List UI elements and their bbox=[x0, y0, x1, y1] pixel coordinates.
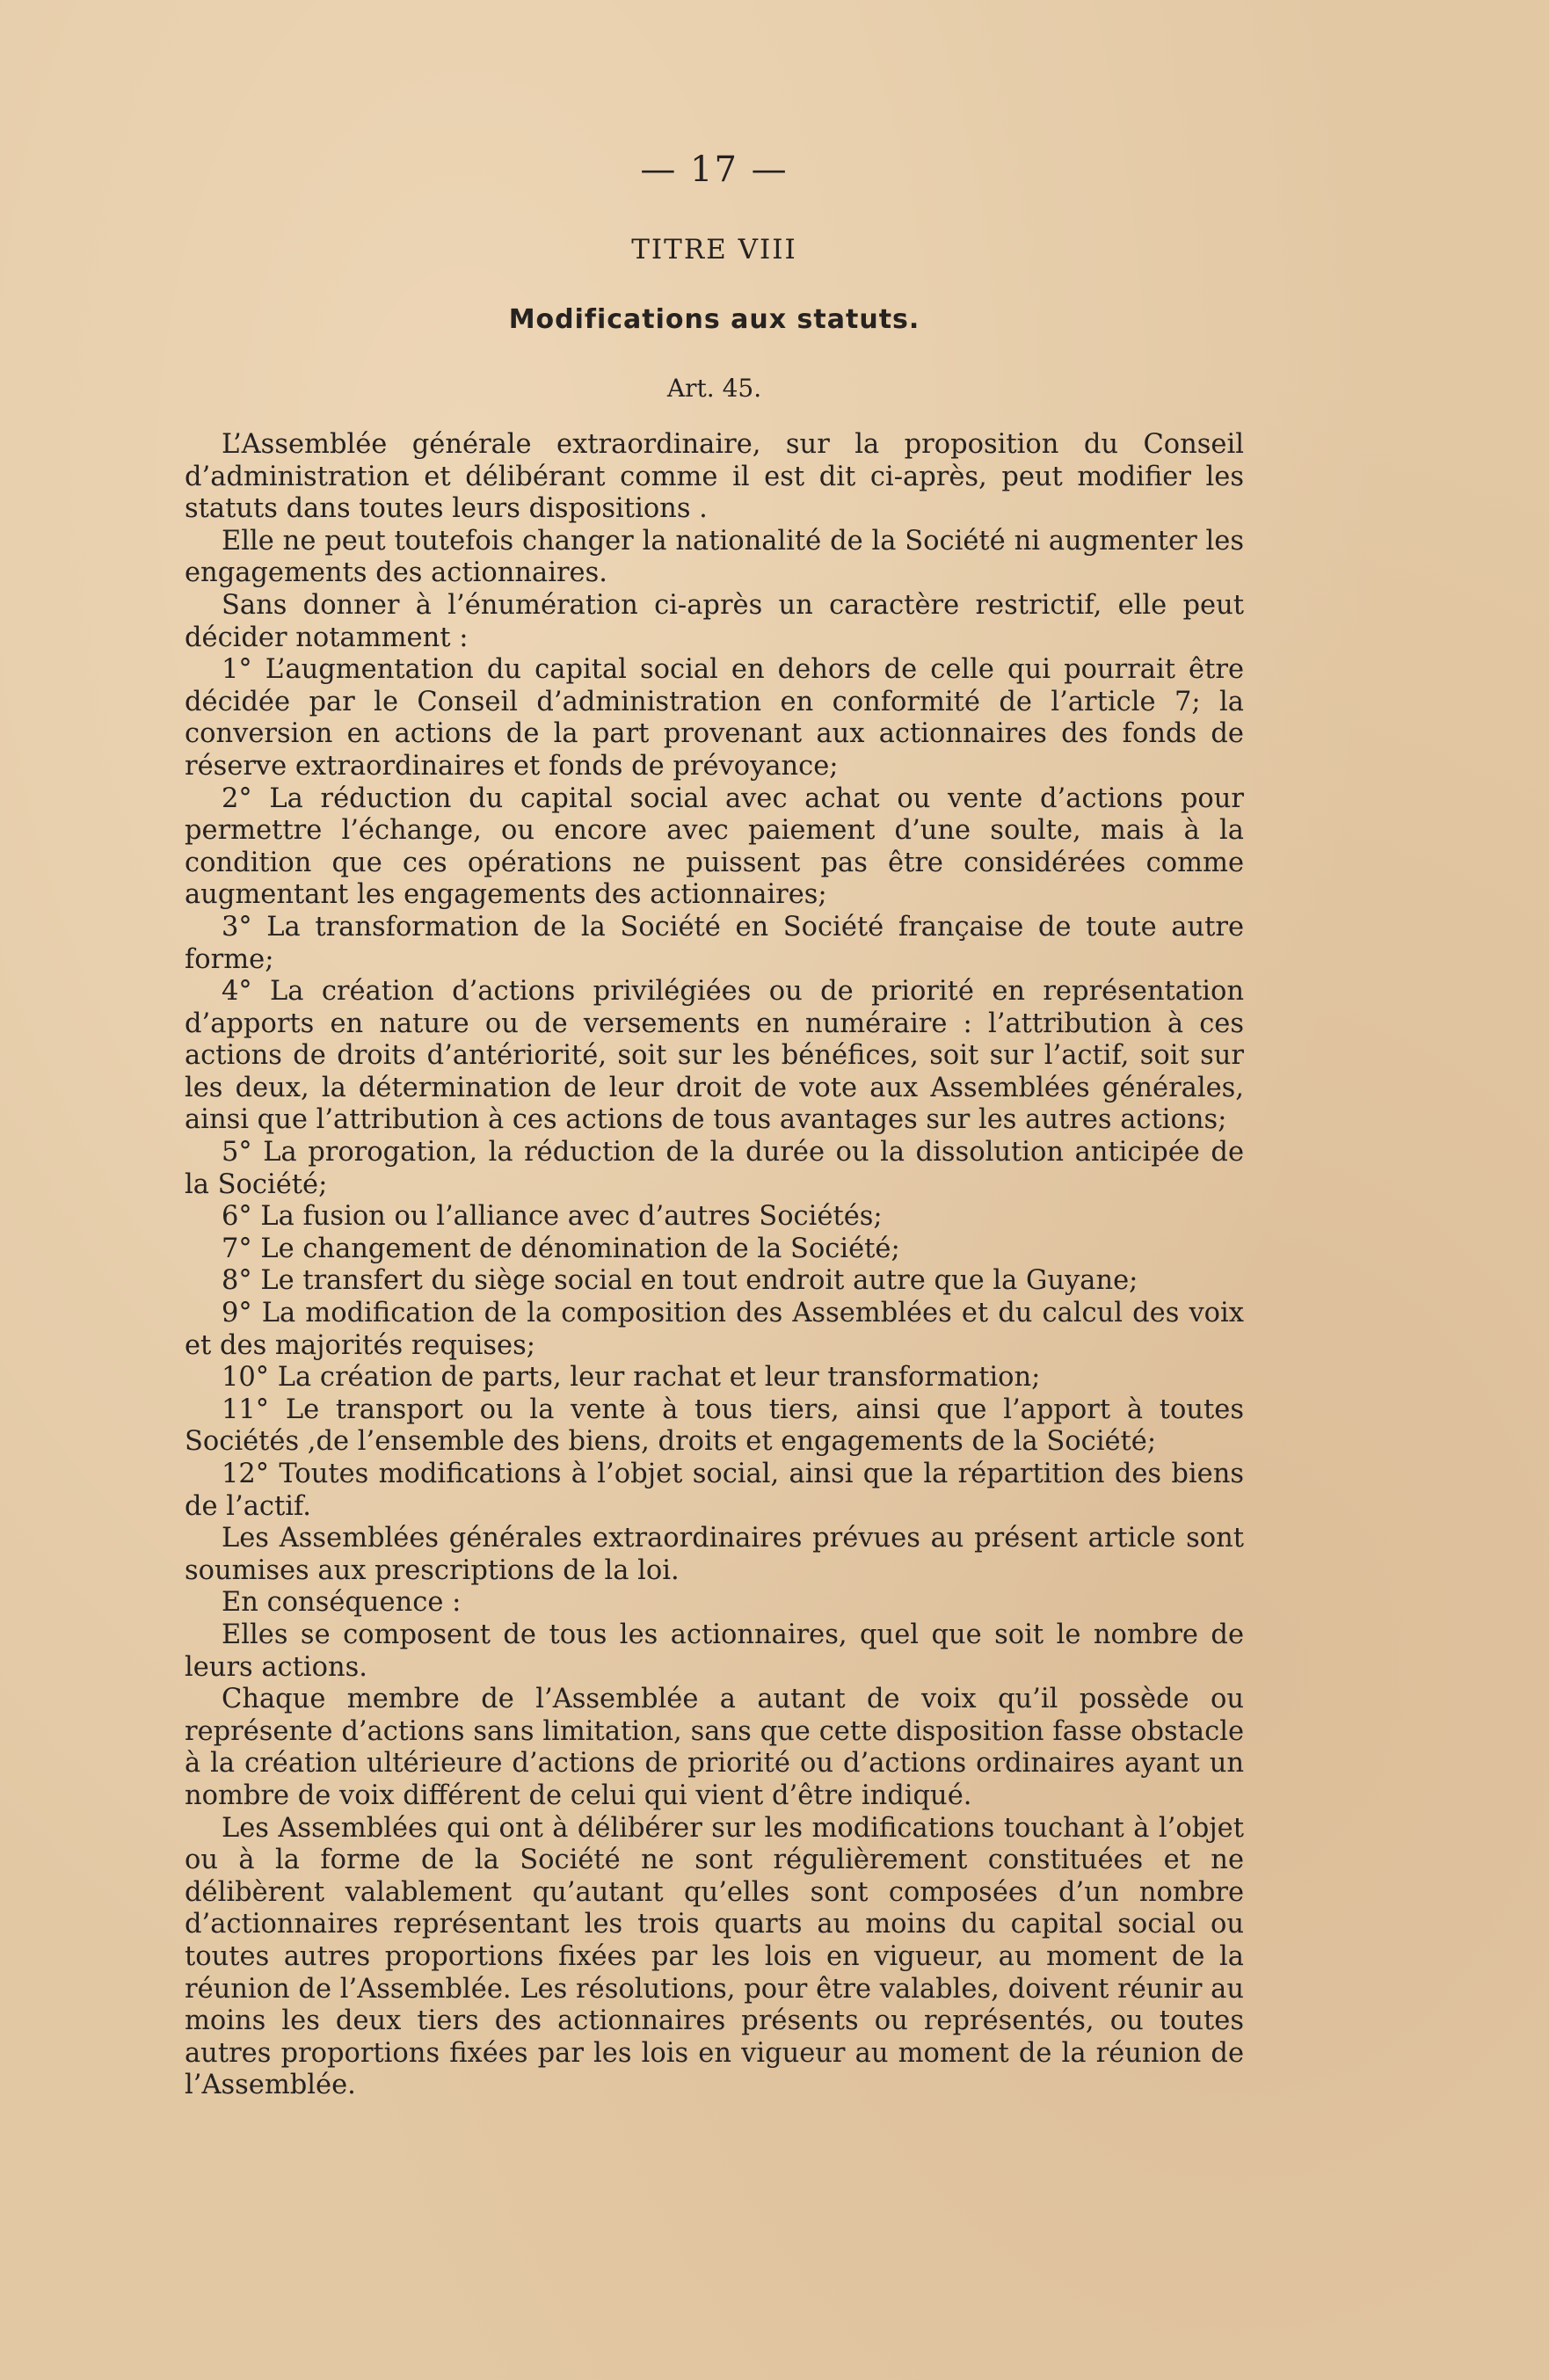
paragraph: Les Assemblées qui ont à délibérer sur les modifications touchant à l’objet ou à la forme de la Société ne sont régulièrement constituées et ne délibèrent valablement qu’autant qu’elles sont composées d’un nombre d’actionnaires représentant les trois quarts au moins du capital social ou toutes autres proportions fixées par les lois en vigueur, au moment de la réunion de l’Assemblée. Les résolutions, pour être valables, doivent réunir au moins les deux tiers des actionnaires présents ou représentés, ou toutes autres proportions fixées par les lois en vigueur au moment de la réunion de l’Assemblée. bbox=[185, 1812, 1244, 2101]
list-item: 1° L’augmentation du capital social en dehors de celle qui pourrait être décidée par le Conseil d’administration en conformité de l’article 7; la conversion en actions de la part provenant aux actionnaires des fonds de réserve extraordinaires et fonds de prévoyance; bbox=[185, 654, 1244, 782]
section-title: TITRE VIII bbox=[631, 234, 797, 266]
list-item: 12° Toutes modifications à l’objet social, ainsi que la répartition des biens de l’actif. bbox=[185, 1459, 1244, 1522]
list-item: 2° La réduction du capital social avec achat ou vente d’actions pour permettre l’échange, ou encore avec paiement d’une soulte, mais à la condition que ces opérations ne puissent pas être considérées comme augmentant les engagements des actionnaires; bbox=[185, 782, 1244, 911]
list-item: 4° La création d’actions privilégiées ou de priorité en représentation d’apports en nature ou de versements en numéraire : l’attribution à ces actions de droits d’antériorité, soit sur les bénéfices, soit sur l’actif, soit sur les deux, la détermination de leur droit de vote aux Assemblées générales, ainsi que l’attribution à ces actions de tous avantages sur les autres actions; bbox=[185, 976, 1244, 1136]
list-item: 11° Le transport ou la vente à tous tiers, ainsi que l’apport à toutes Sociétés ,de l’ensemble des biens, droits et engagements de la Société; bbox=[185, 1394, 1244, 1458]
paragraph: Elle ne peut toutefois changer la nationalité de la Société ni augmenter les engagements des actionnaires. bbox=[185, 525, 1244, 589]
section-subtitle: Modifications aux statuts. bbox=[508, 304, 920, 335]
paragraph: En conséquence : bbox=[222, 1587, 462, 1619]
list-item: 10° La création de parts, leur rachat et leur transformation; bbox=[222, 1362, 1041, 1394]
list-item: 7° Le changement de dénomination de la Société; bbox=[222, 1233, 900, 1264]
article-heading: Art. 45. bbox=[666, 374, 762, 403]
paragraph: Les Assemblées générales extraordinaires prévues au présent article sont soumises aux prescriptions de la loi. bbox=[185, 1523, 1244, 1586]
list-item: 6° La fusion ou l’alliance avec d’autres Sociétés; bbox=[222, 1201, 883, 1233]
paragraph: Chaque membre de l’Assemblée a autant de voix qu’il possède ou représente d’actions sans limitation, sans que cette disposition fasse obstacle à la création ultérieure d’actions de priorité ou d’actions ordinaires ayant un nombre de voix différent de celui qui vient d’être indiqué. bbox=[185, 1684, 1244, 1811]
document-page bbox=[185, 149, 1244, 2102]
list-item: 5° La prorogation, la réduction de la durée ou la dissolution anticipée de la Société; bbox=[185, 1137, 1244, 1200]
paragraph: L’Assemblée générale extraordinaire, sur la proposition du Conseil d’administration et délibérant comme il est dit ci-après, peut modifier les statuts dans toutes leurs dispositions . bbox=[185, 429, 1244, 525]
list-item: 3° La transformation de la Société en Société française de toute autre forme; bbox=[185, 911, 1244, 975]
article-body bbox=[185, 429, 1244, 2102]
paragraph: Elles se composent de tous les actionnaires, quel que soit le nombre de leurs actions. bbox=[185, 1619, 1244, 1683]
paragraph: Sans donner à l’énumération ci-après un caractère restrictif, elle peut décider notamment : bbox=[185, 589, 1244, 653]
page-number: — 17 — bbox=[640, 149, 789, 190]
list-item: 9° La modification de la composition des Assemblées et du calcul des voix et des majorités requises; bbox=[185, 1298, 1244, 1361]
list-item: 8° Le transfert du siège social en tout endroit autre que la Guyane; bbox=[222, 1265, 1138, 1297]
